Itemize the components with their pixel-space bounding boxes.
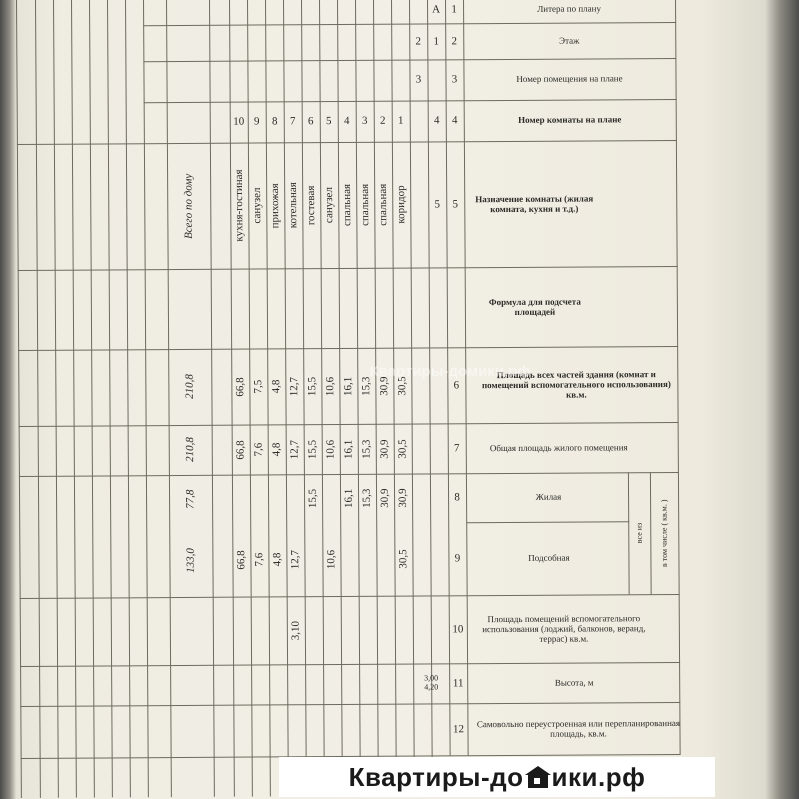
row-number-3b: 3: [415, 73, 422, 86]
all-parts-total: 210,8: [183, 374, 196, 400]
room-no-8: 8: [271, 115, 278, 128]
group-label-including: в том числе ( кв.м. ): [659, 499, 669, 567]
row-number-8: 8: [454, 491, 460, 504]
row-header-area-formula: Формула для подсчета площадей: [488, 296, 581, 317]
ghost-watermark: Квартиры-домики.рф: [369, 362, 531, 380]
utility-area-10: 66,8: [235, 550, 248, 570]
row-number-2: 2: [451, 35, 458, 48]
room-name-5: санузел: [323, 187, 336, 224]
room-name-10: кухня-гостиная: [232, 169, 246, 242]
living-area-1: 30,9: [396, 488, 409, 508]
row-number-10: 10: [452, 623, 464, 636]
totals-label: Всего по дому: [182, 173, 195, 239]
total-area-4: 16,1: [342, 439, 355, 459]
row-number-5b: 5: [434, 198, 441, 211]
row-header-total-area: Общая площадь жилого помещения: [489, 442, 628, 454]
total-area-3: 15,3: [360, 439, 373, 459]
row-number-9: 9: [454, 552, 461, 565]
all-parts-4: 16,1: [342, 376, 355, 396]
room-name-3: спальная: [358, 183, 372, 226]
living-area-5: [322, 474, 340, 523]
total-area-9: 7,6: [252, 442, 265, 457]
room-no-3: 3: [361, 115, 368, 128]
row-number-2b: 2: [415, 35, 422, 48]
row-header-utility-area: Подсобная: [528, 553, 570, 564]
row-number-1: 1: [451, 3, 457, 16]
room-no-5: 5: [325, 115, 332, 128]
row-header-unauthorized-area: Самовольно переустроенная или перепланированная площадь, кв.м.: [476, 717, 681, 739]
utility-area-total: 133,0: [184, 548, 197, 573]
utility-area-7: 12,7: [289, 550, 302, 570]
utility-area-8: 4,8: [271, 553, 284, 567]
row-header-litera: Литера по плану: [537, 3, 601, 14]
total-area-6: 15,5: [306, 439, 319, 459]
total-area-2: 30,9: [378, 439, 391, 459]
house-icon: [524, 766, 552, 788]
room-name-7: котельная: [286, 182, 300, 229]
utility-area-9: 7,6: [253, 553, 266, 567]
total-area-1: 30,5: [396, 438, 409, 459]
room-name-9: санузел: [251, 187, 264, 224]
living-area-total: 77,8: [184, 489, 197, 510]
site-watermark: [279, 757, 715, 797]
room-name-6: гостевая: [304, 185, 318, 226]
room-no-10: 10: [233, 115, 245, 129]
row-header-room-no: Номер комнаты на плане: [518, 114, 622, 126]
all-parts-3: 15,3: [360, 376, 373, 396]
living-area-4: 16,1: [342, 488, 355, 509]
room-no-6: 6: [307, 115, 314, 128]
room-no-2: 2: [379, 115, 386, 128]
row-number-7: 7: [453, 442, 460, 455]
row-header-aux-area: Площадь помещений вспомогательного использования (лоджий, балконов, веранд, террас) кв.м.: [482, 613, 646, 644]
total-area-7: 12,7: [288, 439, 301, 459]
room-no-9: 9: [253, 115, 260, 128]
total-area-10: 66,8: [234, 439, 247, 460]
total-area-total: 210,8: [184, 437, 197, 463]
room-name-1: коридор: [394, 185, 408, 224]
row-header-room-purpose: Назначение комнаты (жилая комната, кухня и т.д.): [475, 193, 594, 215]
height-value-upper: 3,00: [424, 673, 439, 683]
room-no-7: 7: [289, 115, 296, 128]
room-no-1: 1: [397, 114, 404, 128]
all-parts-10: 66,8: [234, 376, 247, 397]
row-number-4b: 4: [433, 114, 440, 127]
room-name-4: спальная: [340, 183, 354, 227]
row-header-all-parts-area: Площадь всех частей здания (комнат и помещений вспомогательного использования) кв.м.: [481, 368, 671, 400]
all-parts-2: 30,9: [378, 376, 391, 396]
all-parts-6: 15,5: [306, 376, 319, 396]
watermark-text-left: Квартиры-до: [348, 761, 524, 792]
height-1: [413, 663, 449, 703]
row-header-living-area: Жилая: [535, 492, 562, 503]
living-area-3: 15,3: [360, 488, 373, 509]
total-area-5: 10,6: [324, 439, 337, 459]
room-name-8: прихожая: [268, 182, 282, 229]
living-area-2: 30,9: [378, 488, 391, 508]
row-header-premise-no: Номер помещения на плане: [516, 73, 623, 85]
row-number-4: 4: [451, 114, 458, 127]
all-parts-1: 30,5: [396, 375, 409, 396]
all-parts-7: 12,7: [288, 376, 301, 396]
litera-value: А: [432, 3, 441, 16]
row-number-12: 12: [452, 723, 465, 736]
row-number-6: 6: [453, 379, 460, 392]
row-header-floor: Этаж: [559, 35, 580, 46]
all-parts-8: 4,8: [270, 379, 283, 394]
utility-area-1: 30,5: [397, 549, 410, 569]
exploitation-table: [16, 0, 681, 798]
watermark-text-right: ики.рф: [551, 761, 646, 792]
row-number-5: 5: [452, 198, 459, 211]
height-value-lower: 4,20: [424, 682, 439, 692]
aux-area-7: 3,10: [289, 620, 302, 640]
utility-area-5: 10,6: [325, 549, 338, 570]
photo-edge-right: [765, 0, 799, 799]
row-header-height: Высота, м: [554, 677, 594, 688]
group-label-inner: все из: [634, 522, 644, 544]
room-name-2: спальная: [376, 183, 390, 226]
living-area-6: 15,5: [306, 489, 319, 509]
all-parts-9: 7,5: [252, 379, 265, 394]
total-area-8: 4,8: [270, 442, 283, 457]
row-number-3: 3: [451, 73, 458, 86]
photo-edge-left: [0, 0, 16, 799]
floor-value: 1: [433, 35, 440, 48]
room-no-4: 4: [343, 115, 350, 128]
all-parts-5: 10,6: [324, 376, 337, 396]
row-number-11: 11: [452, 677, 464, 690]
